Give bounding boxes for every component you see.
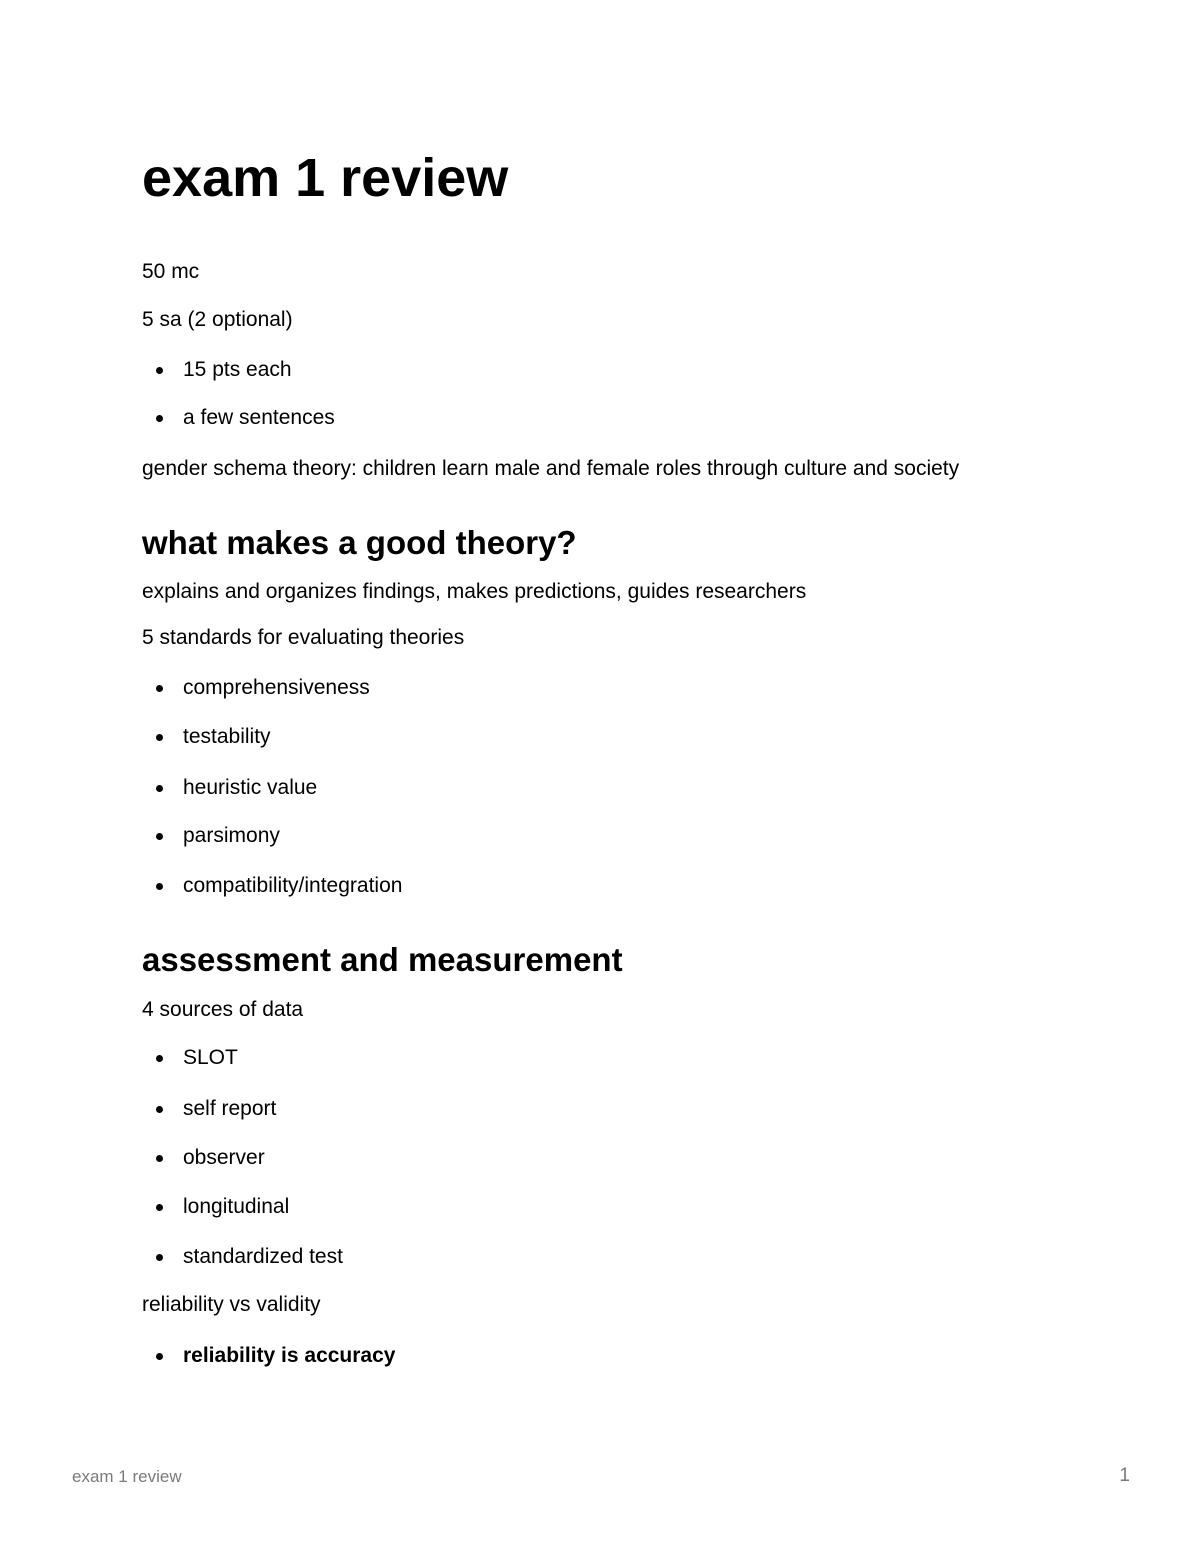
intro-line-sa: 5 sa (2 optional) — [142, 308, 293, 331]
list-item-text: compatibility/integration — [183, 874, 403, 897]
list-item-text: SLOT — [183, 1046, 238, 1069]
intro-note: gender schema theory: children learn male and female roles through culture and society — [142, 457, 960, 480]
bullet-icon — [156, 685, 163, 692]
page-number: 1 — [1119, 1465, 1130, 1486]
bullet-icon — [156, 734, 163, 741]
bullet-icon — [156, 1055, 163, 1062]
bullet-icon — [156, 1155, 163, 1162]
list-item-text: heuristic value — [183, 776, 318, 799]
bullet-icon — [156, 415, 163, 422]
bullet-icon — [156, 883, 163, 890]
section-theory-standards: 5 standards for evaluating theories — [142, 626, 465, 649]
list-item-text: longitudinal — [183, 1195, 290, 1218]
list-item-text: a few sentences — [183, 406, 335, 429]
section-heading-theory: what makes a good theory? — [142, 524, 577, 561]
page-title: exam 1 review — [142, 148, 509, 208]
bullet-icon — [156, 833, 163, 840]
list-item-text: standardized test — [183, 1245, 343, 1268]
list-item-text: observer — [183, 1146, 265, 1169]
list-item-text: testability — [183, 725, 271, 748]
list-item-text: parsimony — [183, 824, 280, 847]
bullet-icon — [156, 367, 163, 374]
footer-title: exam 1 review — [72, 1467, 182, 1486]
bullet-icon — [156, 1204, 163, 1211]
bullet-icon — [156, 1106, 163, 1113]
intro-line-mc: 50 mc — [142, 260, 200, 283]
list-item-text: self report — [183, 1097, 277, 1120]
list-item-text: comprehensiveness — [183, 676, 370, 699]
bullet-icon — [156, 785, 163, 792]
bullet-icon — [156, 1254, 163, 1261]
section-theory-para: explains and organizes findings, makes predictions, guides researchers — [142, 580, 807, 603]
section-assessment-para: 4 sources of data — [142, 998, 304, 1021]
bullet-icon — [156, 1353, 163, 1360]
section-heading-assessment: assessment and measurement — [142, 941, 623, 978]
list-item-text: 15 pts each — [183, 358, 292, 381]
section-assessment-reliability: reliability vs validity — [142, 1293, 321, 1316]
list-item-text: reliability is accuracy — [183, 1344, 396, 1367]
